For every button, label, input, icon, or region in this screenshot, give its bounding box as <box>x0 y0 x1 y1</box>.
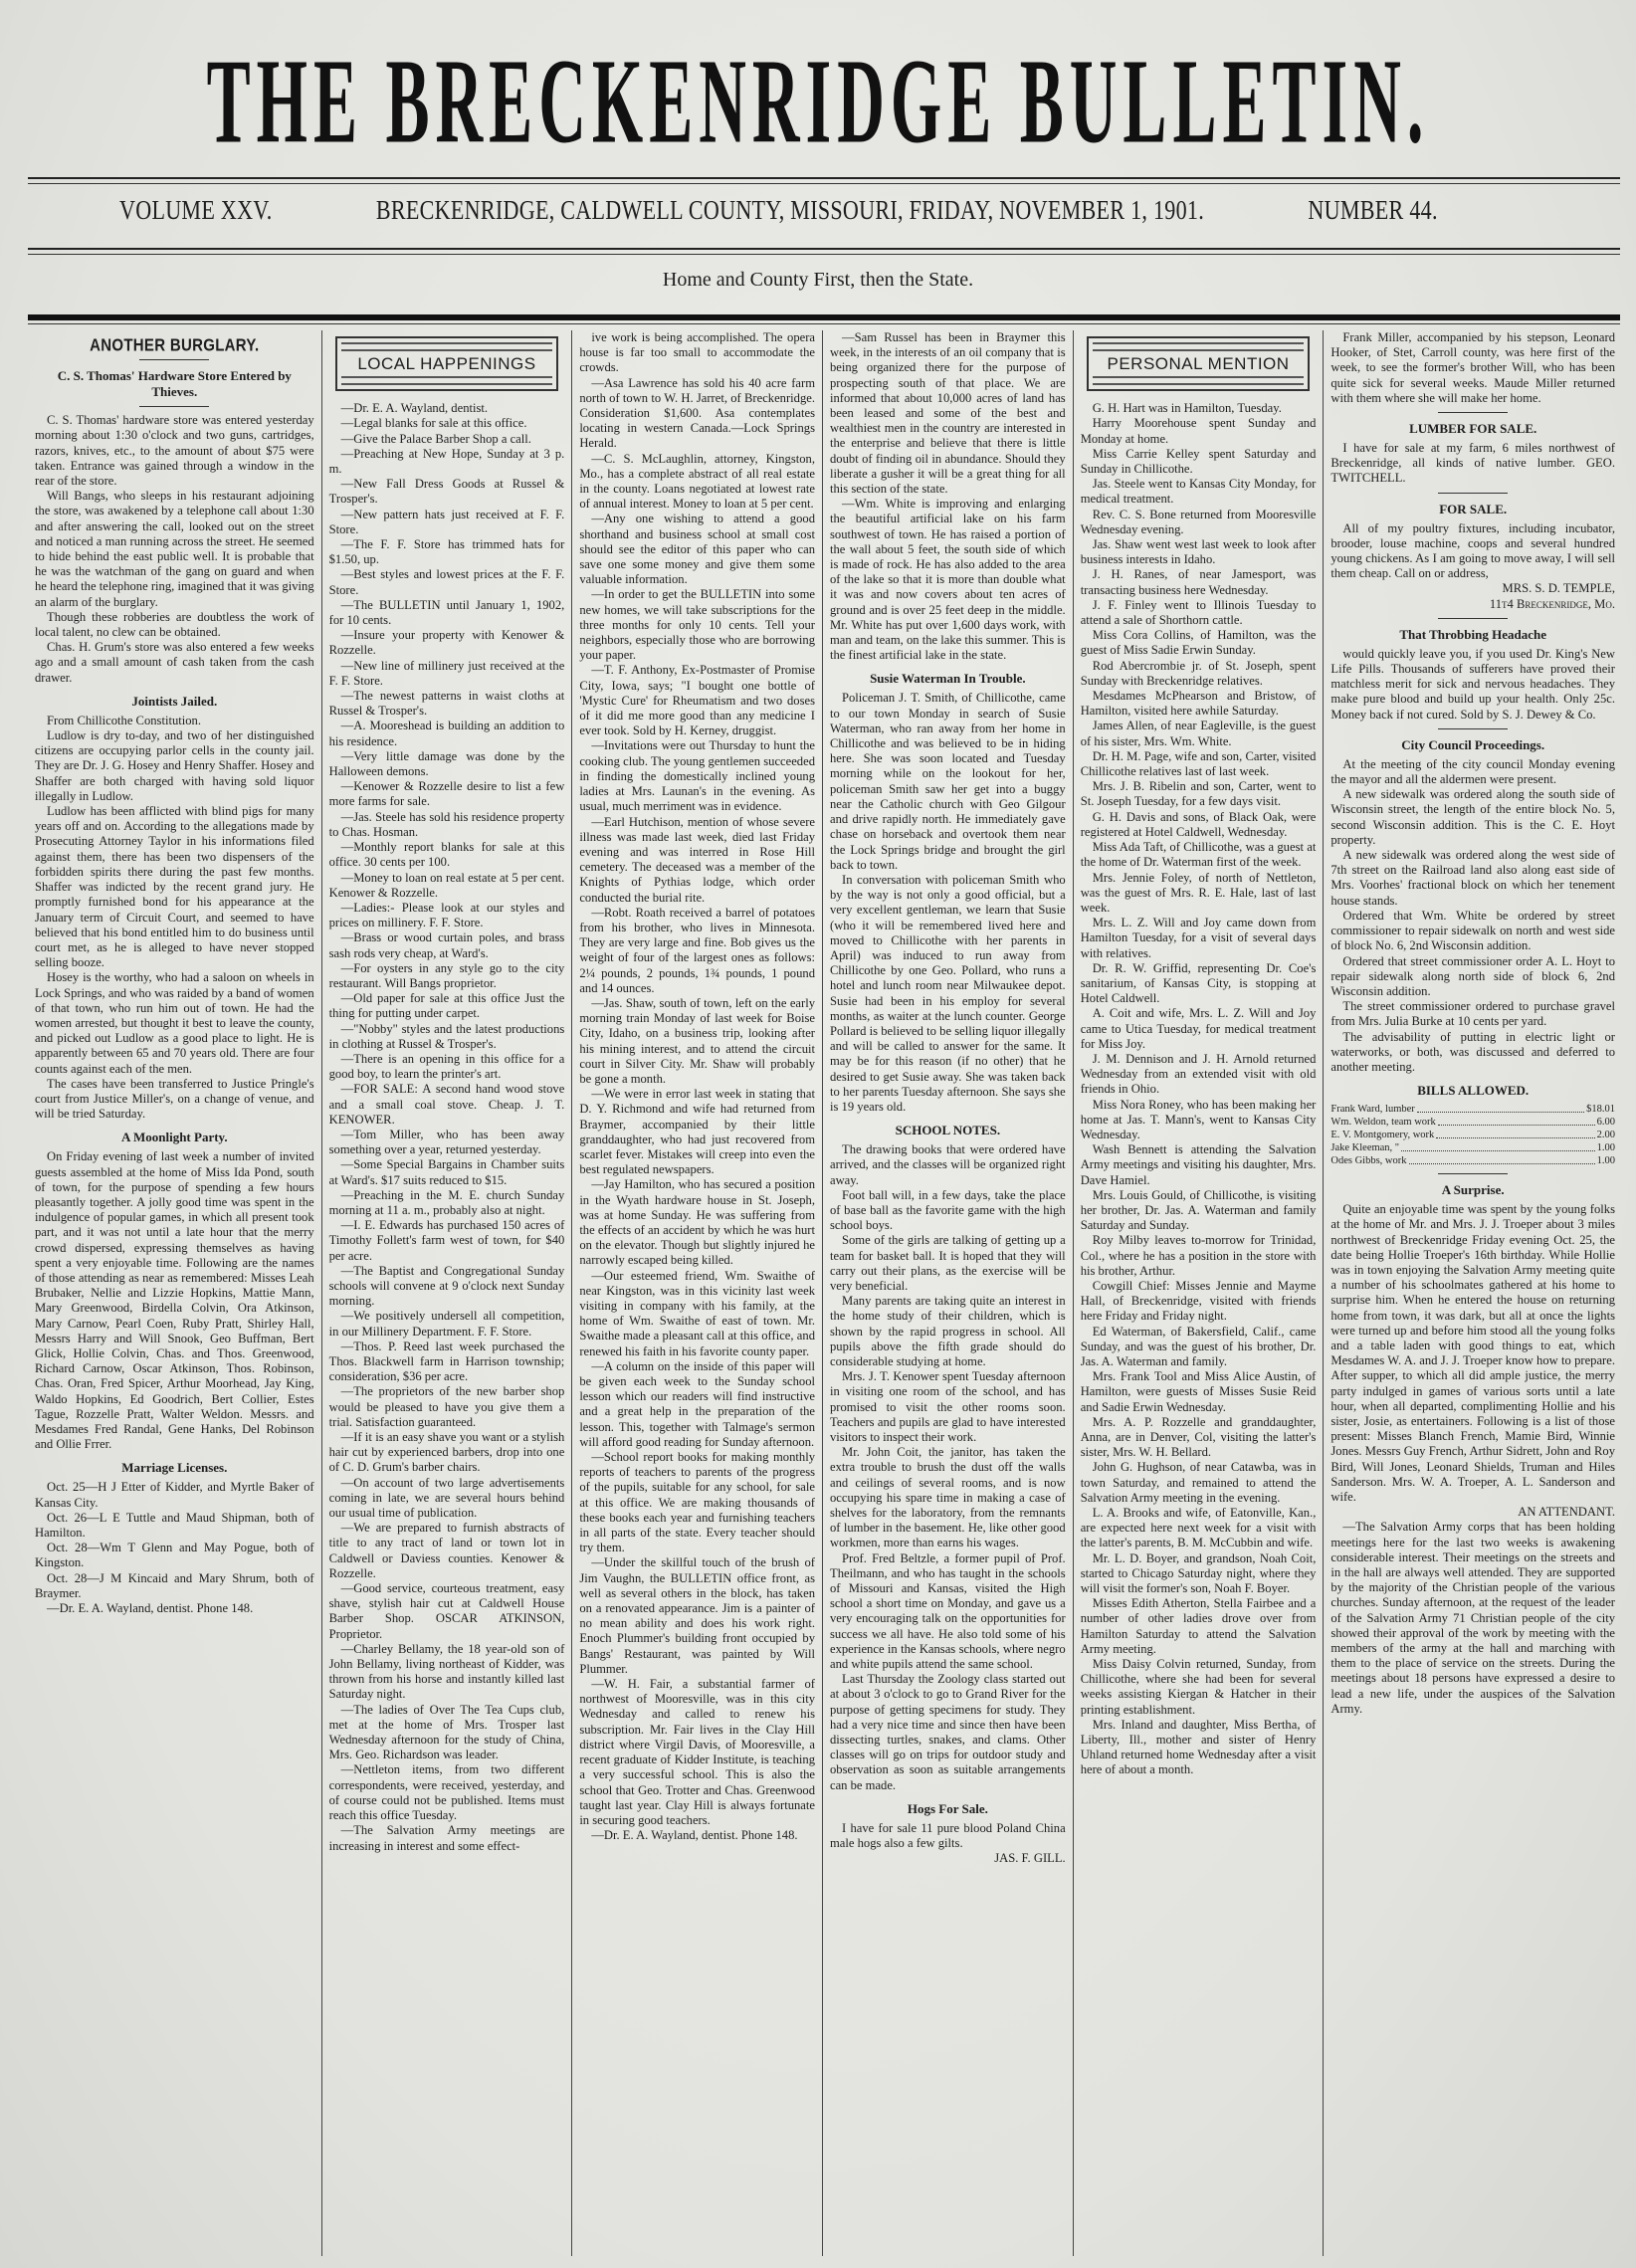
paragraph: L. A. Brooks and wife, of Eatonville, Kan., are expected here next week for a visit with the latter's parents, B. M. McCubbin and wife. <box>1080 1506 1317 1550</box>
paragraph: Last Thursday the Zoology class started out at about 3 o'clock to go to Grand River for the purpose of getting specimens for study. They had a very nice time and since then have been dissecting turtles, snakes, and clams. Other classes will go on trips for outdoor study and observation as soon as suitable arrangements can be made. <box>830 1672 1066 1792</box>
paragraph: Frank Miller, accompanied by his stepson, Leonard Hooker, of Stet, Carroll county, was here first of the week, to see the former's brother Will, who has been quite sick for several weeks. Maude Miller returned with them where she will make her home. <box>1330 330 1615 405</box>
dateline <box>119 196 1438 227</box>
paragraph: Miss Daisy Colvin returned, Sunday, from Chillicothe, where she had been for several weeks assisting Kiergan & Hatcher in their printing establishment. <box>1080 1657 1317 1717</box>
paragraph: Wash Bennett is attending the Salvation Army meetings and visiting his daughter, Mrs. Dave Hamiel. <box>1080 1142 1317 1187</box>
divider <box>139 406 209 407</box>
paragraph: —The BULLETIN until January 1, 1902, for 10 cents. <box>328 597 565 628</box>
paragraph: In conversation with policeman Smith who by the way is not only a good official, but a very excellent gentleman, we learn that Susie (who it will be remembered lived here and moved to Chillicothe with her parents in April) was induced to run away from Chillicothe by one Geo. Pollard, who runs a hotel and lunch room near Milwaukee depot. Susie had been in his employ for several months, as waiter at the lunch counter. George Pollard is believed to be selling liquor illegally and will be called to answer for the same. It may be for this reason (if no other) that he desired to get Susie away. She was taken back to her parents Tuesday afternoon. She says she is 19 years old. <box>830 872 1066 1114</box>
paragraph: —Some Special Bargains in Chamber suits at Ward's. $17 suits reduced to $15. <box>328 1157 565 1187</box>
paragraph: Will Bangs, who sleeps in his restaurant adjoining the store, was awakened by a telephone call about 1:30 and after answering the call, looked out on the street and noticed a man running across the street. He seemed to hide behind the east public well. It is probable that he was the watchman of the gang on guard and when he heard the telephone ring, imagined that it was giving an alarm of the burglary. <box>35 489 314 609</box>
paragraph: —Best styles and lowest prices at the F. F. Store. <box>328 567 565 597</box>
paragraph: Cowgill Chief: Misses Jennie and Mayme Hall, of Breckenridge, visited with friends here Friday and Friday night. <box>1080 1278 1317 1324</box>
paragraph: —Wm. White is improving and enlarging the beautiful artificial lake on his farm southwest of town. He has raised a portion of the wall about 5 feet, the south side of which is made of rock. He has also added to the area of the lake so that it is more than double what it was and now covers about ten acres of ground and is over 25 feet deep in the middle. Mr. White has put over 1,600 days work, with man and team, on the lake this summer. This is the finest artificial lake in the state. <box>830 497 1066 663</box>
subheadline: That Throbbing Headache <box>1399 626 1546 642</box>
paragraph: On Friday evening of last week a number of invited guests assembled at the home of Miss Ida Pond, south of town, for the purpose of spending a few hours pleasantly together. A jolly good time was spent in the indulgence of popular games, in which all present took part, and it was not until a late hour that the merry crowd dispersed, expressing themselves as having spent a very enjoyable time. Following are the names of those attending as near as remembered: Misses Leah Brubaker, Nellie and Lizzie Hopkins, Mattie Mann, Mary Greenwood, Birdella Colvin, Ora Atkinson, Mary Carnow, Pearl Coen, Ruby Pratt, Shirley Hall, Messrs Harry and Will Snook, Geo Buffman, Bert Glick, Hollie Colvin, Chas. and Thos. Greenwood, Richard Carnow, Oscar Atkinson, Thos. Robinson, Chas. Oran, Fred Spicer, Arthur Moorhead, Jay King, Waldo Hopkins, Ed Goodrich, Bert Collier, Estes Tague, Rozzelle Pratt, Walter Weldon. Messrs. and Mesdames Fred Randal, Gene Hanks, Del Robinson and Ollie Frrer. <box>35 1149 314 1452</box>
paragraph: —Legal blanks for sale at this office. <box>340 416 527 431</box>
column-5 <box>1074 330 1325 2256</box>
paragraph: Misses Edith Atherton, Stella Fairbee and a number of other ladies drove over from Hamilton Saturday to attend the Salvation Army meeting. <box>1080 1596 1317 1656</box>
subheadline: City Council Proceedings. <box>1401 736 1545 752</box>
paragraph: Chas. H. Grum's store was also entered a few weeks ago and a small amount of cash taken from the cash drawer. <box>35 640 314 685</box>
paragraph: J. M. Dennison and J. H. Arnold returned Wednesday from an extended visit with old friends in Ohio. <box>1080 1051 1317 1097</box>
subheadline: LUMBER FOR SALE. <box>1409 421 1537 437</box>
paragraph: —Very little damage was done by the Halloween demons. <box>328 748 565 779</box>
paragraph: —Kenower & Rozzelle desire to list a few more farms for sale. <box>328 779 565 809</box>
paragraph: —Sam Russel has been in Braymer this week, in the interests of an oil company that is being organized there for the purpose of prospecting south of that place. We are informed that about 10,000 acres of land has been leased and some of the best and wealthiest men in the country are interested in the enterprise and believe that there is little doubt of finding oil in abundance. Should they liberate a gusher it will be a great thing for all this section of the state. <box>830 330 1066 497</box>
paragraph: —The F. F. Store has trimmed hats for $1.50, up. <box>328 537 565 567</box>
paragraph: J. H. Ranes, of near Jamesport, was transacting business here Wednesday. <box>1080 567 1317 597</box>
leader-dots <box>1409 1154 1595 1164</box>
paragraph: would quickly leave you, if you used Dr. King's New Life Pills. Thousands of sufferers have proved their matchless merit for sick and nervous headaches. They make pure blood and build up your health. Only 25c. Money back if not cured. Sold by S. J. Dewey & Co. <box>1330 646 1615 722</box>
paragraph: Dr. R. W. Griffid, representing Dr. Coe's sanitarium, of Kansas City, is stopping at Hotel Caldwell. <box>1080 960 1317 1006</box>
bill-payee: E. V. Montgomery, work <box>1330 1130 1435 1141</box>
paragraph: Mrs. A. P. Rozzelle and granddaughter, Anna, are in Denver, Col, visiting the latter's sister, Mrs. W. H. Bellard. <box>1080 1414 1317 1460</box>
divider <box>139 359 209 360</box>
paragraph: At the meeting of the city council Monday evening the mayor and all the aldermen were present. <box>1330 756 1615 787</box>
paragraph: —A. Mooreshead is building an addition to his residence. <box>328 719 565 748</box>
subheadline: SCHOOL NOTES. <box>895 1123 1001 1138</box>
paragraph: —Under the skillful touch of the brush of Jim Vaughn, the BULLETIN office front, as well as several others in the block, has taken on a renovated appearance. Jim is a painter of no mean ability and does his work right. Enoch Plummer's building front occupied by Bangs' Restaurant, was painted by Will Plummer. <box>579 1555 815 1676</box>
paragraph: —The Baptist and Congregational Sunday schools will convene at 9 o'clock next Sunday morning. <box>328 1263 565 1309</box>
paragraph: G. H. Davis and sons, of Black Oak, were registered at Hotel Caldwell, Wednesday. <box>1080 809 1317 839</box>
paragraph: —We positively undersell all competition, in our Millinery Department. F. F. Store. <box>328 1309 565 1339</box>
signature: JAS. F. GILL. <box>994 1851 1066 1866</box>
paragraph: —Jas. Steele has sold his residence property to Chas. Hosman. <box>328 809 565 839</box>
subheadline: A Moonlight Party. <box>121 1130 228 1145</box>
paragraph: —Preaching at New Hope, Sunday at 3 p. m. <box>328 446 565 477</box>
paragraph: Though these robberies are doubtless the work of local talent, no clew can be obtained. <box>35 609 314 640</box>
column-2 <box>322 330 573 2256</box>
issue-number: NUMBER 44. <box>1308 196 1438 226</box>
paragraph: Quite an enjoyable time was spent by the young folks at the home of Mr. and Mrs. J. J. Troeper about 3 miles northwest of Breckenridge Friday evening Oct. 25, the date being Hollie Troeper's 16th birthday. While Hollie was in town enjoying the Salvation Army meeting quite a number of his schoolmates gathered at his home to surprise him. When he entered the house on returning home from town, it was dark, but all at once the lights were turned up and before him stood all the young folks and a table laden with good things to eat, which Mesdames W. A. and J. J. Troeper know how to prepare. After supper, to which all did ample justice, the merry party indulged in games of various sorts until a late hour, when all departed, complimenting Hollie and his sister, Josie, as entertainers. Following is a list of those present: Misses Blanch French, Mamie Bird, Winnie Jones. Messrs Guy French, Arthur Sidrett, John and Roy Bird, Will Jones, Leonard Shields, Truman and Hiles Sanderson. Mrs. W. A. Troeper, A. L. Sanderson and wife. <box>1330 1202 1615 1504</box>
paragraph: Rod Abercrombie jr. of St. Joseph, spent Sunday with Breckenridge relatives. <box>1080 658 1317 688</box>
paragraph: —Brass or wood curtain poles, and brass sash rods very cheap, at Ward's. <box>328 930 565 960</box>
paragraph: Oct. 28—Wm T Glenn and May Pogue, both of Kingston. <box>35 1541 314 1570</box>
paragraph: —Money to loan on real estate at 5 per cent. Kenower & Rozzelle. <box>328 870 565 900</box>
divider <box>1438 728 1508 729</box>
volume: VOLUME XXV. <box>119 196 273 226</box>
paragraph: —Nettleton items, from two different correspondents, were received, yesterday, and of course could not be published. Items must reach this office Tuesday. <box>328 1762 565 1823</box>
paragraph: Oct. 25—H J Etter of Kidder, and Myrtle Baker of Kansas City. <box>35 1480 314 1510</box>
subheadline: Jointists Jailed. <box>131 693 218 709</box>
paragraph: —We were in error last week in stating that D. Y. Richmond and wife had returned from Braymer, accompanied by their little granddaughter, who had just recovered from scarlet fever. Mistakes will creep into even the best regulated newspapers. <box>579 1087 815 1177</box>
paragraph: —There is an opening in this office for a good boy, to learn the printer's art. <box>328 1051 565 1082</box>
paragraph: —Any one wishing to attend a good shorthand and business school at small cost should see the editor of this paper who can save one some money and give them some valuable information. <box>579 512 815 587</box>
paragraph: The drawing books that were ordered have arrived, and the classes will be organized right away. <box>830 1142 1066 1187</box>
paragraph: —FOR SALE: A second hand wood stove and a small coal stove. Cheap. J. T. KENOWER. <box>328 1082 565 1127</box>
paragraph: J. F. Finley went to Illinois Tuesday to attend a sale of Shorthorn cattle. <box>1080 597 1317 628</box>
divider <box>28 183 1620 184</box>
paragraph: Mrs. J. T. Kenower spent Tuesday afternoon in visiting one room of the school, and has promised to visit the other rooms soon. Teachers and pupils are glad to have interested visitors to inspect their work. <box>830 1369 1066 1445</box>
paragraph: —Dr. E. A. Wayland, dentist. Phone 148. <box>47 1601 254 1616</box>
subheadline: FOR SALE. <box>1439 501 1508 516</box>
paragraph: Policeman J. T. Smith, of Chillicothe, came to our town Monday in search of Susie Waterman, who ran away from her home in Chillicothe and was believed to be in hiding here. She was soon located and Tuesday morning while on the lookout for her, policeman Smith saw her get into a buggy near the Catholic church with Geo Gilgour and drive rapidly north. He immediately gave chase on horseback and overtook them near the Lock Springs bridge and brought the girl back to town. <box>830 691 1066 872</box>
newspaper-title: THE BRECKENRIDGE BULLETIN. <box>206 35 1430 170</box>
paragraph: —Insure your property with Kenower & Rozzelle. <box>328 628 565 658</box>
paragraph: Mesdames McPhearson and Bristow, of Hamilton, visited here awhile Saturday. <box>1080 689 1317 719</box>
paragraph: —Our esteemed friend, Wm. Swaithe of near Kingston, was in this vicinity last week visiting in company with his family, at the home of Wm. Swaithe of east of town. Mr. Swaithe made a pleasant call at this office, and renewed his faith in his favorite county paper. <box>579 1268 815 1358</box>
paragraph: —Dr. E. A. Wayland, dentist. <box>340 401 489 416</box>
bill-row <box>1330 1141 1615 1154</box>
column-6 <box>1324 330 1622 2256</box>
paragraph: —C. S. McLaughlin, attorney, Kingston, Mo., has a complete abstract of all real estate in the county. Loans negotiated at lowest rate of annual interest. Money to loan at 5 per cent. <box>579 451 815 512</box>
paragraph: ive work is being accomplished. The opera house is far too small to accommodate the crowds. <box>579 330 815 375</box>
bill-row <box>1330 1116 1615 1129</box>
paragraph: Oct. 28—J M Kincaid and Mary Shrum, both of Braymer. <box>35 1570 314 1600</box>
paragraph: Harry Moorehouse spent Sunday and Monday at home. <box>1080 416 1317 446</box>
paragraph: Jas. Shaw went west last week to look after business interests in Idaho. <box>1080 537 1317 567</box>
divider <box>28 314 1620 320</box>
paragraph: The advisability of putting in electric light or waterworks, or both, was discussed and deferred to another meeting. <box>1330 1029 1615 1074</box>
paragraph: Mrs. Frank Tool and Miss Alice Austin, of Hamilton, were guests of Misses Susie Reid and Sadie Erwin Wednesday. <box>1080 1369 1317 1414</box>
leader-dots <box>1436 1129 1594 1138</box>
paragraph: —Jas. Shaw, south of town, left on the early morning train Monday of last week for Boise City, Idaho, on a business trip, looking after his mining interest, and to attend the circuit court in Silver City. Mr. Shaw will probably be gone a month. <box>579 995 815 1086</box>
paragraph: All of my poultry fixtures, including incubator, brooder, louse machine, coops and several hundred young chickens. As I am going to move away, I will sell them cheap. Call on or address, <box>1330 520 1615 581</box>
paragraph: —The ladies of Over The Tea Cups club, met at the home of Mrs. Trosper last Wednesday afternoon for the study of China, Mrs. Geo. Richardson was leader. <box>328 1702 565 1762</box>
news-columns <box>28 330 1622 2256</box>
column-4 <box>823 330 1074 2256</box>
bill-payee: Wm. Weldon, team work <box>1330 1117 1436 1129</box>
subheadline: A Surprise. <box>1441 1182 1505 1198</box>
paragraph: —We are prepared to furnish abstracts of title to any tract of land or town lot in Caldwell or Daviess counties. Kenower & Rozzelle. <box>328 1521 565 1580</box>
subheadline: Susie Waterman In Trouble. <box>870 671 1026 687</box>
paragraph: Rev. C. S. Bone returned from Mooresville Wednesday evening. <box>1080 507 1317 536</box>
subheadline: C. S. Thomas' Hardware Store Entered by Thieves. <box>57 368 292 400</box>
paragraph: —School report books for making monthly reports of teachers to parents of the progress of the pupils, suitable for any school, for sale at this office. We are making thousands of these books each year and furnishing teachers in all parts of the state. Every teacher should try them. <box>579 1450 815 1555</box>
column-3 <box>572 330 823 2256</box>
bill-row <box>1330 1129 1615 1141</box>
paragraph: Ordered that Wm. White be ordered by street commissioner to repair sidewalk on north and west side of block No. 6, 2nd Wisconsin addition. <box>1330 908 1615 953</box>
leader-dots <box>1417 1103 1584 1113</box>
divider <box>28 323 1620 324</box>
paragraph: I have for sale at my farm, 6 miles northwest of Breckenridge, all kinds of native lumber. GEO. TWITCHELL. <box>1330 441 1615 486</box>
bill-amount: 2.00 <box>1596 1130 1615 1141</box>
paragraph: John G. Hughson, of near Catawba, was in town Saturday, and remained to attend the Salvation Army meeting in the evening. <box>1080 1460 1317 1505</box>
paragraph: Miss Carrie Kelley spent Saturday and Sunday in Chillicothe. <box>1080 446 1317 477</box>
paragraph: —Ladies:- Please look at our styles and prices on millinery. F. F. Store. <box>328 900 565 930</box>
paragraph: Mr. L. D. Boyer, and grandson, Noah Coit, started to Chicago Saturday night, where they will visit the former's son, Noah F. Boyer. <box>1080 1550 1317 1596</box>
bill-payee: Frank Ward, lumber <box>1330 1104 1415 1116</box>
paragraph: —Preaching in the M. E. church Sunday morning at 11 a. m., probably also at night. <box>328 1187 565 1217</box>
paragraph: Ludlow has been afflicted with blind pigs for many years off and on. According to the allegations made by Prosecuting Attorney Taylor in his informations filed against them, there has been two dispensers of the forbidden spirits there during the past few months. Shaffer was indicted by the recent grand jury. He promptly furnished bond for his appearance at the January term of Circuit Court, and seemed to have believed that his bond entitled him to do business until court met, as he is alleged to have never stopped selling booze. <box>35 804 314 970</box>
paragraph: —The Salvation Army meetings are increasing in interest and some effect- <box>328 1823 565 1853</box>
divider <box>1438 412 1508 413</box>
paragraph: Mrs. Inland and daughter, Miss Bertha, of Liberty, Ill., mother and sister of Henry Uhland returned home Wednesday after a visit here of about a month. <box>1080 1717 1317 1777</box>
bill-amount: 6.00 <box>1596 1117 1615 1129</box>
section-banner: PERSONAL MENTION <box>1087 336 1311 391</box>
paragraph: —Robt. Roath received a barrel of potatoes from his brother, who lives in Minnesota. They are very large and fine. Bob gives us the weight of four of the largest ones as follows: 2¼ pounds, 2 pounds, 1¾ pounds, 1 pound and 14 ounces. <box>579 905 815 995</box>
paragraph: —Monthly report blanks for sale at this office. 30 cents per 100. <box>328 840 565 870</box>
paragraph: —In order to get the BULLETIN into some new homes, we will take subscriptions for the three months for only 10 cents. Tell your neighbors, especially those who are borrowing your paper. <box>579 587 815 663</box>
paragraph: Ed Waterman, of Bakersfield, Calif., came Sunday, and was the guest of his brother, Dr. Jas. A. Waterman and family. <box>1080 1324 1317 1368</box>
paragraph: G. H. Hart was in Hamilton, Tuesday. <box>1092 401 1282 416</box>
paragraph: Oct. 26—L E Tuttle and Maud Shipman, both of Hamilton. <box>35 1510 314 1541</box>
paragraph: —Dr. E. A. Wayland, dentist. Phone 148. <box>591 1828 798 1843</box>
paragraph: I have for sale 11 pure blood Poland China male hogs also a few gilts. <box>830 1820 1066 1851</box>
paragraph: —For oysters in any style go to the city restaurant. Will Bangs proprietor. <box>328 960 565 990</box>
divider <box>28 177 1620 179</box>
place-date: BRECKENRIDGE, CALDWELL COUNTY, MISSOURI, FRIDAY, NOVEMBER 1, 1901. <box>375 196 1205 226</box>
paragraph: —The proprietors of the new barber shop would be pleased to have you give them a trial. Satisfaction guaranteed. <box>328 1384 565 1429</box>
paragraph: Prof. Fred Beltzle, a former pupil of Prof. Theilmann, and who has taught in the schools of Missouri and Kansas, visited the High school a short time on Monday, and gave us a very encouraging talk on the opportunities for success we all have. He also told some of his experience in the Kansas schools, where negro and white pupils attend the same school. <box>830 1550 1066 1672</box>
bill-row <box>1330 1154 1615 1167</box>
paragraph: Mrs. Louis Gould, of Chillicothe, is visiting her brother, Dr. Jas. A. Waterman and family Saturday and Sunday. <box>1080 1187 1317 1233</box>
paragraph: —Earl Hutchison, mention of whose severe illness was made last week, died last Friday evening and was interred in Rose Hill cemetery. The deceased was a member of the Knights of Pythias lodge, which order conducted the burial rite. <box>579 814 815 905</box>
paragraph: Roy Milby leaves to-morrow for Trinidad, Col., where he has a position in the store with his brother, Arthur. <box>1080 1233 1317 1278</box>
paragraph: Dr. H. M. Page, wife and son, Carter, visited Chillicothe relatives last of last week. <box>1080 748 1317 779</box>
paragraph: Jas. Steele went to Kansas City Monday, for medical treatment. <box>1080 477 1317 507</box>
motto: Home and County First, then the State. <box>662 269 974 291</box>
paragraph: —Asa Lawrence has sold his 40 acre farm north of town to W. H. Jarret, of Breckenridge. Consideration $1,600. Asa contemplates locating in western Canada.—Lock Springs Herald. <box>579 375 815 451</box>
paragraph: —A column on the inside of this paper will be given each week to the Sunday school lesson which our readers will find instructive and a great help in the preparation of the lesson. This, together with Talmage's sermon will afford good reading for Sunday afternoon. <box>579 1358 815 1449</box>
paragraph: The cases have been transferred to Justice Pringle's court from Justice Miller's, on a change of venue, and will be tried Saturday. <box>35 1076 314 1122</box>
paragraph: —Give the Palace Barber Shop a call. <box>340 431 531 446</box>
paragraph: —Invitations were out Thursday to hunt the cooking club. The young gentlemen succeeded in finding the domestically inclined young ladies at Mrs. Launan's in the evening. As usual, much merriment was in evidence. <box>579 738 815 814</box>
divider <box>1438 1173 1508 1174</box>
paragraph: Mrs. L. Z. Will and Joy came down from Hamilton Tuesday, for a visit of several days with relatives. <box>1080 916 1317 960</box>
bill-amount: 1.00 <box>1596 1142 1615 1154</box>
bill-payee: Odes Gibbs, work <box>1330 1155 1407 1167</box>
paragraph: Some of the girls are talking of getting up a team for basket ball. It is hoped that they will carry out their plans, as the exercise will be very beneficial. <box>830 1233 1066 1293</box>
divider <box>1438 618 1508 619</box>
paragraph: Mr. John Coit, the janitor, has taken the extra trouble to brush the dust off the walls and ceilings of several rooms, and is now occupying his spare time in making a case of shelves for the laboratory, from the remnants of lumber in the basement. He, like other good workmen, more than earns his wages. <box>830 1445 1066 1550</box>
bill-row <box>1330 1103 1615 1116</box>
signature: MRS. S. D. TEMPLE, <box>1502 581 1615 596</box>
leader-dots <box>1438 1116 1595 1126</box>
paragraph: A. Coit and wife, Mrs. L. Z. Will and Joy came to Utica Tuesday, for medical treatment for Miss Joy. <box>1080 1006 1317 1051</box>
paragraph: —Tom Miller, who has been away something over a year, returned yesterday. <box>328 1127 565 1157</box>
paragraph: —The newest patterns in waist cloths at Russel & Trosper's. <box>328 689 565 719</box>
paragraph: A new sidewalk was ordered along the west side of 7th street on the Railroad land also along east side of Mrs. Voorhes' fractional block on which her tenement house stands. <box>1330 848 1615 908</box>
divider <box>28 248 1620 250</box>
paragraph: —New line of millinery just received at the F. F. Store. <box>328 658 565 688</box>
paragraph: —New Fall Dress Goods at Russel & Trosper's. <box>328 477 565 507</box>
paragraph: C. S. Thomas' hardware store was entered yesterday morning about 1:30 o'clock and two guns, cartridges, razors, knives, etc., to the amount of about $75 were taken. Entrance was gained through a window in the rear of the store. <box>35 413 314 489</box>
paragraph: Foot ball will, in a few days, take the place of base ball as the favorite game with the high school boys. <box>830 1187 1066 1233</box>
paragraph: —W. H. Fair, a substantial farmer of northwest of Mooresville, was in this city Wednesday and called to renew his subscription. Mr. Fair lives in the Clay Hill district where Virgil Davis, of Mooresville, a recent graduate of Kidder Institute, is teaching a very successful school. This is also the school that Geo. Trotter and Chas. Greenwood taught last year. Clay Hill is always fortunate in securing good teachers. <box>579 1677 815 1827</box>
paragraph: From Chillicothe Constitution. <box>47 713 201 727</box>
paragraph: —The Salvation Army corps that has been holding meetings here for the last two weeks is awakening considerable interest. Their meetings on the streets and in the hall are always well attended. They are supported by the majority of the Christian people of the various churches. Sunday afternoon, at the request of the leader of the Salvation Army 71 Christian people of the city showed their approval of the work by meeting with the members of the army at the hall and marching with them to the place of service on the streets. During the meetings about 18 persons have expressed a desire to lead a new life, under the auspices of the Salvation Army. <box>1330 1520 1615 1716</box>
paragraph: Mrs. J. B. Ribelin and son, Carter, went to St. Joseph Tuesday, for a few days visit. <box>1080 779 1317 809</box>
paragraph: Miss Cora Collins, of Hamilton, was the guest of Miss Sadie Erwin Sunday. <box>1080 628 1317 658</box>
paragraph: Many parents are taking quite an interest in the home study of their children, which is shown by the rapid progress in school. All pupils above the fifth grade should do considerable studying at home. <box>830 1294 1066 1368</box>
paragraph: Miss Ada Taft, of Chillicothe, was a guest at the home of Dr. Waterman first of the week. <box>1080 840 1317 870</box>
paragraph: Ordered that street commissioner order A. L. Hoyt to repair sidewalk along north side of block 6, 2nd Wisconsin addition. <box>1330 953 1615 998</box>
paragraph: —Good service, courteous treatment, easy shave, stylish hair cut at Caldwell House Barber Shop. OSCAR ATKINSON, Proprietor. <box>328 1581 565 1641</box>
subheadline: Hogs For Sale. <box>907 1800 988 1816</box>
divider <box>1438 493 1508 494</box>
bill-amount: $18.01 <box>1586 1104 1615 1116</box>
subheadline: BILLS ALLOWED. <box>1417 1083 1530 1099</box>
paragraph: —I. E. Edwards has purchased 150 acres of Timothy Follett's farm west of town, for $40 per acre. <box>328 1218 565 1263</box>
masthead <box>0 35 1636 170</box>
paragraph: —"Nobby" styles and the latest productions in clothing at Russel & Trosper's. <box>328 1021 565 1051</box>
section-banner: LOCAL HAPPENINGS <box>335 336 559 391</box>
paragraph: Hosey is the worthy, who had a saloon on wheels in Lock Springs, and who was raided by a band of women of that town, who run him out of town. He had the women arrested, but thought it best to leave the county, and picked out Ludlow as a good place to light. He is apparently between 65 and 70 years old. There are four counts against each of the men. <box>35 970 314 1076</box>
paragraph: —On account of two large advertisements coming in late, we are several hours behind our usual time of publication. <box>328 1475 565 1521</box>
paragraph: —Charley Bellamy, the 18 year-old son of John Bellamy, living northeast of Kidder, was thrown from his horse and instantly killed last Saturday night. <box>328 1641 565 1702</box>
paragraph: —Jay Hamilton, who has secured a position in the Wyath hardware house in St. Joseph, was at home Sunday. He was suffering from the effects of an accident by which he was hurt on the elevator. Though but slightly injured he narrowly escaped being killed. <box>579 1177 815 1268</box>
paragraph: —New pattern hats just received at F. F. Store. <box>328 507 565 536</box>
leader-dots <box>1401 1141 1595 1151</box>
paragraph: Miss Nora Roney, who has been making her home at Jas. T. Mann's, went to Kansas City Wednesday. <box>1080 1097 1317 1141</box>
signature: AN ATTENDANT. <box>1518 1505 1615 1520</box>
paragraph: The street commissioner ordered to purchase gravel from Mrs. Julia Burke at 10 cents per yard. <box>1330 999 1615 1029</box>
paragraph: Mrs. Jennie Foley, of north of Nettleton, was the guest of Mrs. R. E. Hale, last of last week. <box>1080 870 1317 915</box>
paragraph: —T. F. Anthony, Ex-Postmaster of Promise City, Iowa, says; "I bought one bottle of 'Mystic Cure' for Rheumatism and two doses of it did me more good than any medicine I ever took. Sold by H. Kerney, druggist. <box>579 663 815 738</box>
paragraph: James Allen, of near Eagleville, is the guest of his sister, Mrs. Wm. White. <box>1080 719 1317 748</box>
bill-payee: Jake Kleeman, " <box>1330 1142 1400 1154</box>
paragraph: —Old paper for sale at this office Just the thing for putting under carpet. <box>328 991 565 1021</box>
column-1 <box>28 330 322 2256</box>
headline: ANOTHER BURGLARY. <box>90 335 260 356</box>
paragraph: —If it is an easy shave you want or a stylish hair cut by experienced barbers, drop into one of C. D. Grum's barber chairs. <box>328 1430 565 1475</box>
paragraph: A new sidewalk was ordered along the south side of Wisconsin street, the length of the entire block No. 5, second Wisconsin addition. This is the C. E. Hoyt property. <box>1330 787 1615 847</box>
paragraph: Ludlow is dry to-day, and two of her distinguished citizens are occupying parlor cells in the county jail. They are Dr. J. G. Hosey and Henry Shaffer. Hosey and Shaffer are both charged with having sold liquor illegally in Ludlow. <box>35 728 314 803</box>
bill-amount: 1.00 <box>1596 1155 1615 1167</box>
signature: 11t4 Breckenridge, Mo. <box>1489 596 1615 611</box>
divider <box>28 254 1620 255</box>
paragraph: —Thos. P. Reed last week purchased the Thos. Blackwell farm in Harrison township; consideration, $36 per acre. <box>328 1339 565 1384</box>
subheadline: Marriage Licenses. <box>121 1460 228 1476</box>
